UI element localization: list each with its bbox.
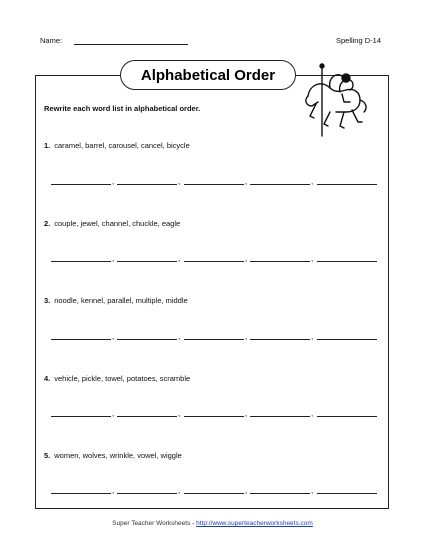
answer-row-4 bbox=[51, 408, 381, 418]
answer-blank[interactable] bbox=[117, 408, 177, 417]
answer-blank[interactable] bbox=[317, 408, 377, 417]
answer-blank[interactable] bbox=[51, 253, 111, 262]
answer-blank[interactable] bbox=[317, 253, 377, 262]
word-list: vehicle, pickle, towel, potatoes, scramble bbox=[54, 374, 191, 383]
comma: , bbox=[311, 254, 314, 263]
header-row bbox=[40, 36, 381, 50]
comma: , bbox=[311, 332, 314, 341]
question-number: 1. bbox=[44, 141, 51, 150]
answer-blank[interactable] bbox=[250, 485, 310, 494]
comma: , bbox=[112, 332, 115, 341]
answer-row-5 bbox=[51, 485, 381, 495]
name-line[interactable] bbox=[74, 44, 188, 45]
answer-blank[interactable] bbox=[250, 408, 310, 417]
comma: , bbox=[178, 486, 181, 495]
answer-blank[interactable] bbox=[51, 176, 111, 185]
answer-blank[interactable] bbox=[250, 176, 310, 185]
answer-blank[interactable] bbox=[184, 485, 244, 494]
comma: , bbox=[178, 177, 181, 186]
question-number: 2. bbox=[44, 219, 51, 228]
word-list: couple, jewel, channel, chuckle, eagle bbox=[54, 219, 181, 228]
footer-link[interactable]: http://www.superteacherworksheets.com bbox=[196, 520, 313, 527]
question-number: 5. bbox=[44, 451, 51, 460]
question-4 bbox=[44, 374, 190, 383]
question-2 bbox=[44, 219, 180, 228]
answer-blank[interactable] bbox=[117, 331, 177, 340]
comma: , bbox=[112, 486, 115, 495]
worksheet-code: Spelling D-14 bbox=[335, 36, 381, 45]
answer-blank[interactable] bbox=[117, 253, 177, 262]
worksheet-title: Alphabetical Order bbox=[120, 60, 296, 90]
question-number: 3. bbox=[44, 296, 51, 305]
question-3 bbox=[44, 296, 188, 305]
question-number: 4. bbox=[44, 374, 51, 383]
name-label: Name: bbox=[40, 36, 63, 45]
comma: , bbox=[112, 177, 115, 186]
answer-row-2 bbox=[51, 253, 381, 263]
comma: , bbox=[245, 177, 248, 186]
footer-separator: - bbox=[192, 520, 195, 527]
answer-row-3 bbox=[51, 331, 381, 341]
comma: , bbox=[311, 486, 314, 495]
comma: , bbox=[178, 332, 181, 341]
comma: , bbox=[311, 177, 314, 186]
answer-blank[interactable] bbox=[250, 253, 310, 262]
answer-blank[interactable] bbox=[184, 176, 244, 185]
answer-blank[interactable] bbox=[184, 253, 244, 262]
answer-blank[interactable] bbox=[51, 408, 111, 417]
question-1 bbox=[44, 141, 190, 150]
word-list: caramel, barrel, carousel, cancel, bicycle bbox=[54, 141, 190, 150]
comma: , bbox=[112, 254, 115, 263]
answer-blank[interactable] bbox=[117, 176, 177, 185]
answer-blank[interactable] bbox=[250, 331, 310, 340]
answer-blank[interactable] bbox=[184, 408, 244, 417]
answer-blank[interactable] bbox=[317, 331, 377, 340]
comma: , bbox=[245, 254, 248, 263]
answer-blank[interactable] bbox=[184, 331, 244, 340]
answer-blank[interactable] bbox=[117, 485, 177, 494]
comma: , bbox=[311, 409, 314, 418]
comma: , bbox=[178, 254, 181, 263]
answer-row-1 bbox=[51, 176, 381, 186]
comma: , bbox=[112, 409, 115, 418]
instructions: Rewrite each word list in alphabetical order. bbox=[44, 104, 201, 113]
footer-brand: Super Teacher Worksheets bbox=[112, 520, 191, 527]
word-list: women, wolves, wrinkle, vowel, wiggle bbox=[54, 451, 182, 460]
comma: , bbox=[245, 409, 248, 418]
answer-blank[interactable] bbox=[317, 176, 377, 185]
word-list: noodle, kennel, parallel, multiple, middle bbox=[54, 296, 188, 305]
comma: , bbox=[178, 409, 181, 418]
answer-blank[interactable] bbox=[51, 331, 111, 340]
comma: , bbox=[245, 486, 248, 495]
question-5 bbox=[44, 451, 182, 460]
answer-blank[interactable] bbox=[317, 485, 377, 494]
comma: , bbox=[245, 332, 248, 341]
footer bbox=[0, 520, 425, 527]
answer-blank[interactable] bbox=[51, 485, 111, 494]
carousel-horse-icon bbox=[300, 62, 370, 138]
